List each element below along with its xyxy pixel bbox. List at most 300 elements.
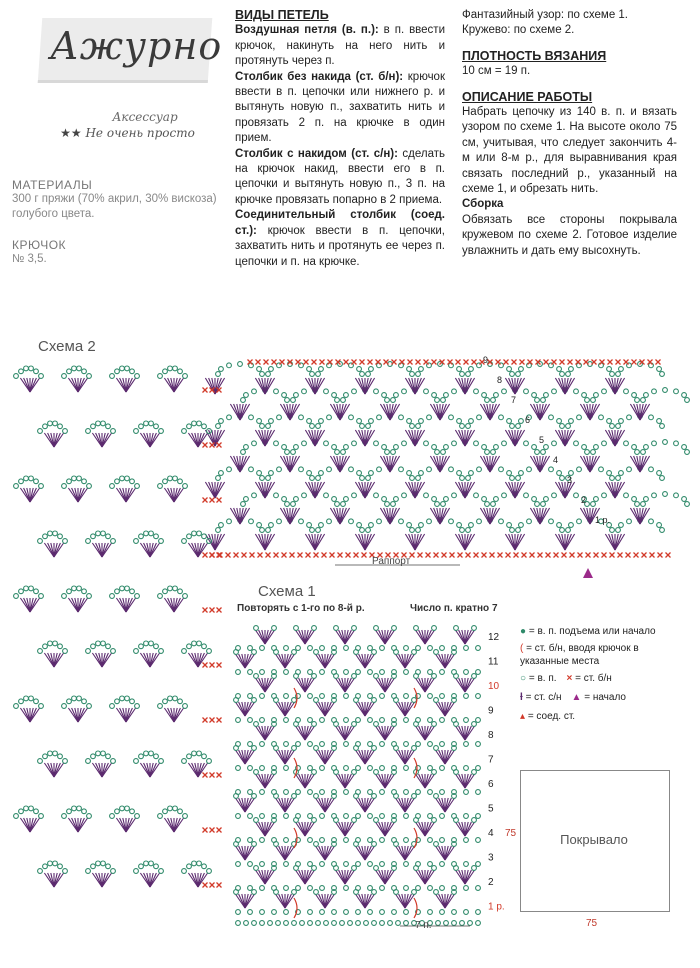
chain-stitch xyxy=(96,751,101,756)
single-crochet xyxy=(426,553,431,558)
single-crochet xyxy=(410,553,415,558)
chain-stitch xyxy=(173,806,178,811)
chain-stitch xyxy=(154,644,159,649)
chain-stitch xyxy=(87,594,92,599)
chain-stitch xyxy=(39,484,44,489)
chain-stitch xyxy=(441,450,446,455)
chain-stitch xyxy=(368,790,373,795)
single-crochet xyxy=(217,443,222,448)
chain-stitch xyxy=(377,415,382,420)
chain-stitch xyxy=(63,759,68,764)
chain-stitch xyxy=(248,862,253,867)
chain-stitch xyxy=(368,670,373,675)
chain-stitch xyxy=(396,921,401,926)
chain-stitch xyxy=(391,398,396,403)
chain-stitch xyxy=(284,921,289,926)
chain-stitch xyxy=(192,861,197,866)
chain-stitch xyxy=(332,445,337,450)
chain-stitch xyxy=(368,862,373,867)
chain-stitch xyxy=(349,415,354,420)
chain-stitch xyxy=(43,644,48,649)
chain-stitch xyxy=(39,374,44,379)
chain-stitch xyxy=(248,814,253,819)
chain-stitch xyxy=(320,838,325,843)
chain-stitch xyxy=(319,523,324,528)
chain-stitch xyxy=(187,424,192,429)
chain-stitch xyxy=(544,497,549,502)
chain-stitch xyxy=(472,722,477,727)
chain-stitch xyxy=(308,910,313,915)
chain-stitch xyxy=(663,492,668,497)
chain-stitch xyxy=(352,818,357,823)
chain-stitch xyxy=(334,626,339,631)
chain-stitch xyxy=(368,694,373,699)
stitch-item: Столбик без накида (ст. б/н): крючок ввести в п. цепочки или нижнего р. и вытянуть новую п., захватить нить и провязать 2 п. на крючке в один прием. xyxy=(235,70,445,145)
chain-stitch xyxy=(269,523,274,528)
chain-stitch xyxy=(464,670,469,675)
single-crochet xyxy=(538,553,543,558)
chain-stitch xyxy=(616,424,621,429)
chain-stitch xyxy=(82,369,87,374)
chain-stitch xyxy=(477,415,482,420)
chain-stitch xyxy=(368,838,373,843)
single-crochet xyxy=(482,553,487,558)
chain-stitch xyxy=(72,366,77,371)
chain-stitch xyxy=(249,467,254,472)
chain-stitch xyxy=(236,742,241,747)
chain-stitch xyxy=(344,646,349,651)
chain-stitch xyxy=(149,861,154,866)
chain-stitch xyxy=(372,794,377,799)
chain-stitch xyxy=(599,467,604,472)
chain-stitch xyxy=(252,389,257,394)
chain-stitch xyxy=(236,838,241,843)
chain-stitch xyxy=(435,398,440,403)
chain-stitch xyxy=(236,790,241,795)
chain-stitch xyxy=(544,445,549,450)
chain-stitch xyxy=(436,921,441,926)
chain-stitch xyxy=(582,393,587,398)
chain-stitch xyxy=(616,528,621,533)
chain-stitch xyxy=(356,694,361,699)
chain-stitch xyxy=(585,450,590,455)
chain-stitch xyxy=(292,794,297,799)
single-crochet xyxy=(312,360,317,365)
chain-stitch xyxy=(19,699,24,704)
chain-stitch xyxy=(106,534,111,539)
chain-stitch xyxy=(432,626,437,631)
chain-stitch xyxy=(120,696,125,701)
chain-stitch xyxy=(434,746,439,751)
single-crochet xyxy=(552,360,557,365)
chain-stitch xyxy=(549,519,554,524)
chain-stitch xyxy=(272,838,277,843)
chain-stitch xyxy=(404,838,409,843)
chain-stitch xyxy=(434,698,439,703)
chain-stitch xyxy=(316,372,321,377)
chain-stitch xyxy=(308,886,313,891)
single-crochet xyxy=(562,553,567,558)
chain-stitch xyxy=(248,670,253,675)
chain-stitch xyxy=(607,471,612,476)
chain-stitch xyxy=(34,809,39,814)
row-number: 2 xyxy=(581,495,587,505)
scheme1-multiple-note: Число п. кратно 7 xyxy=(410,603,498,614)
chain-stitch xyxy=(507,419,512,424)
chain-stitch xyxy=(48,861,53,866)
chain-stitch xyxy=(457,523,462,528)
chain-stitch xyxy=(374,626,379,631)
chain-stitch xyxy=(163,479,168,484)
chain-stitch xyxy=(635,398,640,403)
single-crochet xyxy=(498,553,503,558)
chain-stitch xyxy=(392,742,397,747)
chain-stitch xyxy=(248,838,253,843)
chain-stitch xyxy=(158,594,163,599)
single-crochet xyxy=(203,498,208,503)
single-crochet xyxy=(320,360,325,365)
chain-stitch xyxy=(380,670,385,675)
chain-stitch xyxy=(499,467,504,472)
chain-stitch xyxy=(308,790,313,795)
chain-stitch xyxy=(440,790,445,795)
chain-stitch xyxy=(308,646,313,651)
chain-stitch xyxy=(641,398,646,403)
chain-stitch xyxy=(657,471,662,476)
chain-stitch xyxy=(178,809,183,814)
chain-stitch xyxy=(202,424,207,429)
chain-stitch xyxy=(296,814,301,819)
fancy-pattern-line: Фантазийный узор: по схеме 1. xyxy=(462,9,628,21)
chain-stitch xyxy=(115,479,120,484)
chain-stitch xyxy=(476,886,481,891)
chain-stitch xyxy=(352,626,357,631)
chain-stitch xyxy=(368,742,373,747)
sc-icon: × xyxy=(566,673,573,684)
chain-stitch xyxy=(372,698,377,703)
chain-stitch xyxy=(627,415,632,420)
chain-stitch xyxy=(314,794,319,799)
chain-stitch xyxy=(248,910,253,915)
chain-stitch xyxy=(344,742,349,747)
chain-stitch xyxy=(466,528,471,533)
single-crochet xyxy=(290,553,295,558)
chain-stitch xyxy=(324,441,329,446)
chain-stitch xyxy=(560,476,565,481)
chain-stitch xyxy=(424,441,429,446)
chain-stitch xyxy=(96,861,101,866)
chain-stitch xyxy=(183,594,188,599)
chain-stitch xyxy=(227,415,232,420)
single-crochet xyxy=(632,360,637,365)
chain-stitch xyxy=(416,646,421,651)
chain-stitch xyxy=(410,476,415,481)
single-crochet xyxy=(210,883,215,888)
chain-stitch xyxy=(183,484,188,489)
chain-stitch xyxy=(284,790,289,795)
chain-stitch xyxy=(476,814,481,819)
chain-stitch xyxy=(407,523,412,528)
chain-stitch xyxy=(649,519,654,524)
chain-stitch xyxy=(14,814,19,819)
chain-stitch xyxy=(404,886,409,891)
chain-stitch xyxy=(674,493,679,498)
chain-icon: ○ xyxy=(520,673,527,684)
chain-stitch xyxy=(307,367,312,372)
chain-stitch xyxy=(372,746,377,751)
chain-stitch xyxy=(144,861,149,866)
chain-stitch xyxy=(372,921,377,926)
chain-stitch xyxy=(111,869,116,874)
chain-stitch xyxy=(260,670,265,675)
chain-stitch xyxy=(91,534,96,539)
chain-stitch xyxy=(344,886,349,891)
chain-stitch xyxy=(312,674,317,679)
chain-stitch xyxy=(284,886,289,891)
chain-stitch xyxy=(464,814,469,819)
chain-stitch xyxy=(91,644,96,649)
chain-stitch xyxy=(101,421,106,426)
chain-stitch xyxy=(380,814,385,819)
chain-stitch xyxy=(310,528,315,533)
work-description-column xyxy=(462,8,677,259)
chain-stitch xyxy=(356,921,361,926)
chain-stitch xyxy=(254,770,259,775)
chain-stitch xyxy=(332,814,337,819)
chain-stitch xyxy=(106,754,111,759)
chain-stitch xyxy=(357,471,362,476)
chain-stitch xyxy=(244,445,249,450)
single-crochet xyxy=(546,553,551,558)
chain-stitch xyxy=(86,759,91,764)
single-crochet xyxy=(344,360,349,365)
chain-stitch xyxy=(632,497,637,502)
single-crochet xyxy=(280,360,285,365)
chain-stitch xyxy=(374,866,379,871)
chain-stitch xyxy=(552,441,557,446)
chain-stitch xyxy=(53,861,58,866)
chain-stitch xyxy=(294,393,299,398)
chain-stitch xyxy=(134,869,139,874)
chain-stitch xyxy=(202,644,207,649)
stitch-types-column xyxy=(235,8,445,270)
chain-stitch xyxy=(277,519,282,524)
chain-stitch xyxy=(130,589,135,594)
chain-stitch xyxy=(476,670,481,675)
chain-stitch xyxy=(485,398,490,403)
chain-stitch xyxy=(308,862,313,867)
chain-stitch xyxy=(368,646,373,651)
chain-stitch xyxy=(499,519,504,524)
chain-stitch xyxy=(466,424,471,429)
chain-stitch xyxy=(14,374,19,379)
chain-stitch xyxy=(476,766,481,771)
chain-stitch xyxy=(557,367,562,372)
chain-stitch xyxy=(610,528,615,533)
chain-stitch xyxy=(549,467,554,472)
chain-stitch xyxy=(444,497,449,502)
chain-stitch xyxy=(284,646,289,651)
chain-stitch xyxy=(63,869,68,874)
chain-stitch xyxy=(308,694,313,699)
chain-stitch xyxy=(29,696,34,701)
single-crochet xyxy=(568,360,573,365)
single-crochet xyxy=(490,553,495,558)
hook-label: КРЮЧОК xyxy=(12,238,67,252)
legend-item: ▴ = соед. ст. xyxy=(520,711,576,722)
chain-stitch xyxy=(392,790,397,795)
chain-stitch xyxy=(519,367,524,372)
chain-stitch xyxy=(414,626,419,631)
chain-stitch xyxy=(96,641,101,646)
legend-row xyxy=(520,691,690,704)
chain-stitch xyxy=(324,493,329,498)
single-crochet xyxy=(282,553,287,558)
chain-stitch xyxy=(299,415,304,420)
chain-stitch xyxy=(407,471,412,476)
chain-stitch xyxy=(524,493,529,498)
chain-stitch xyxy=(320,670,325,675)
chain-stitch xyxy=(424,389,429,394)
chain-stitch xyxy=(173,366,178,371)
chain-stitch xyxy=(254,866,259,871)
chain-stitch xyxy=(399,415,404,420)
chain-stitch xyxy=(472,818,477,823)
chain-stitch xyxy=(510,372,515,377)
chain-stitch xyxy=(14,484,19,489)
chain-stitch xyxy=(91,864,96,869)
chain-stitch xyxy=(236,646,241,651)
chain-stitch xyxy=(452,670,457,675)
chain-stitch xyxy=(110,374,115,379)
sc-arc xyxy=(294,898,297,918)
chain-stitch xyxy=(19,589,24,594)
chain-stitch xyxy=(502,441,507,446)
chain-stitch xyxy=(416,476,421,481)
chain-stitch xyxy=(410,424,415,429)
single-crochet xyxy=(210,498,215,503)
chain-stitch xyxy=(110,594,115,599)
chain-stitch xyxy=(352,493,357,498)
single-crochet xyxy=(330,553,335,558)
chain-stitch xyxy=(320,694,325,699)
chain-stitch xyxy=(344,790,349,795)
chain-stitch xyxy=(299,519,304,524)
chain-stitch xyxy=(168,806,173,811)
row-number: 7 xyxy=(511,395,517,405)
chain-stitch xyxy=(154,424,159,429)
chain-stitch xyxy=(440,838,445,843)
chain-stitch xyxy=(574,389,579,394)
chain-stitch xyxy=(197,531,202,536)
chain-stitch xyxy=(285,398,290,403)
chain-stitch xyxy=(591,398,596,403)
chain-stitch xyxy=(524,389,529,394)
chain-stitch xyxy=(374,770,379,775)
chain-stitch xyxy=(29,586,34,591)
single-crochet xyxy=(298,553,303,558)
chain-stitch xyxy=(402,493,407,498)
chain-stitch xyxy=(491,398,496,403)
single-crochet xyxy=(352,360,357,365)
chain-stitch xyxy=(320,766,325,771)
chain-stitch xyxy=(252,921,257,926)
chain-stitch xyxy=(335,450,340,455)
chain-stitch xyxy=(392,694,397,699)
chain-stitch xyxy=(574,441,579,446)
chain-stitch xyxy=(682,497,687,502)
chain-stitch xyxy=(284,670,289,675)
legend-item: ƚ = ст. с/н xyxy=(520,692,562,703)
chain-stitch xyxy=(599,415,604,420)
single-crochet xyxy=(450,553,455,558)
chain-stitch xyxy=(294,497,299,502)
single-crochet xyxy=(264,360,269,365)
description-heading: ОПИСАНИЕ РАБОТЫ xyxy=(462,89,593,104)
chain-stitch xyxy=(62,374,67,379)
chain-stitch xyxy=(352,441,357,446)
chain-stitch xyxy=(58,424,63,429)
chain-stitch xyxy=(428,886,433,891)
chain-stitch xyxy=(178,589,183,594)
chain-stitch xyxy=(249,415,254,420)
chain-stitch xyxy=(227,467,232,472)
chain-stitch xyxy=(476,910,481,915)
single-crochet xyxy=(432,360,437,365)
chain-stitch xyxy=(532,497,537,502)
chain-stitch xyxy=(314,650,319,655)
chain-stitch xyxy=(577,467,582,472)
single-crochet xyxy=(584,360,589,365)
chain-stitch xyxy=(366,476,371,481)
chain-stitch xyxy=(474,493,479,498)
chain-stitch xyxy=(499,415,504,420)
scheme1-stitch-count: 7 п. xyxy=(415,920,432,931)
chain-stitch xyxy=(149,421,154,426)
single-crochet xyxy=(424,360,429,365)
chain-stitch xyxy=(404,921,409,926)
chain-stitch xyxy=(616,372,621,377)
single-crochet xyxy=(656,360,661,365)
single-crochet xyxy=(408,360,413,365)
chain-stitch xyxy=(466,476,471,481)
chain-stitch xyxy=(106,424,111,429)
chain-stitch xyxy=(432,818,437,823)
chain-stitch xyxy=(416,814,421,819)
chain-stitch xyxy=(29,476,34,481)
chain-stitch xyxy=(77,806,82,811)
chain-start-dot-icon: ● xyxy=(520,626,527,637)
chain-stitch xyxy=(440,886,445,891)
chain-stitch xyxy=(260,742,265,747)
chain-stitch xyxy=(368,718,373,723)
chain-stitch xyxy=(87,814,92,819)
chain-stitch xyxy=(260,372,265,377)
chain-stitch xyxy=(72,696,77,701)
chain-stitch xyxy=(507,367,512,372)
sc-arc xyxy=(414,898,417,918)
single-crochet xyxy=(203,773,208,778)
chain-stitch xyxy=(308,670,313,675)
chain-stitch xyxy=(374,674,379,679)
chain-stitch xyxy=(277,415,282,420)
chain-stitch xyxy=(272,694,277,699)
chain-stitch xyxy=(154,754,159,759)
chain-stitch xyxy=(332,921,337,926)
chain-stitch xyxy=(476,742,481,747)
chain-stitch xyxy=(494,445,499,450)
chain-stitch xyxy=(532,393,537,398)
